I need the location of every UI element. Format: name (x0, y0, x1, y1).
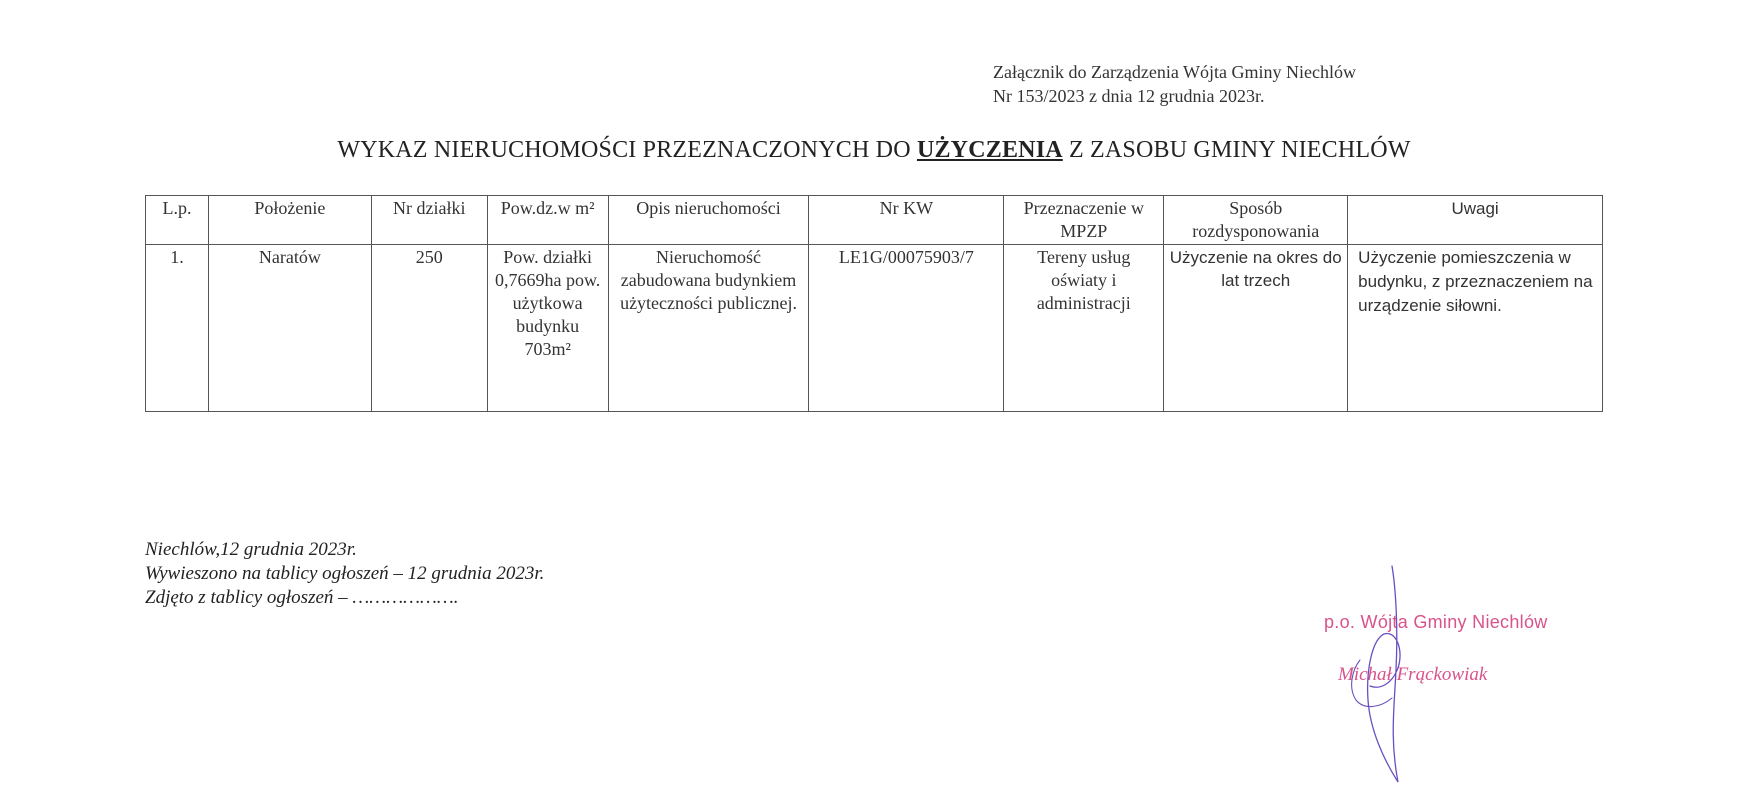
cell-polozenie: Naratów (208, 245, 371, 412)
column-header-opis: Opis nieruchomości (608, 196, 809, 245)
table-header-row (146, 196, 1603, 245)
column-header-uwagi: Uwagi (1348, 196, 1603, 245)
stamp-title: p.o. Wójta Gminy Niechlów (1324, 612, 1548, 632)
title-text-before: WYKAZ NIERUCHOMOŚCI PRZEZNACZONYCH DO (337, 137, 917, 163)
cell-sposob: Użyczenie na okres do lat trzech (1164, 245, 1348, 412)
attachment-note-line2: Nr 153/2023 z dnia 12 grudnia 2023r. (993, 86, 1265, 106)
property-table (145, 195, 1603, 412)
cell-uwagi: Użyczenie pomieszczenia w budynku, z przeznaczeniem na urządzenie siłowni. (1348, 245, 1603, 412)
attachment-note (993, 60, 1356, 108)
cell-pow: Pow. działki 0,7669ha pow. użytkowa budynku 703m² (487, 245, 608, 412)
attachment-note-line1: Załącznik do Zarządzenia Wójta Gminy Niechlów (993, 62, 1357, 82)
cell-nr-dzialki: 250 (371, 245, 487, 412)
table-row (146, 245, 1603, 412)
cell-lp: 1. (146, 245, 209, 412)
column-header-polozenie: Położenie (208, 196, 371, 245)
column-header-lp: L.p. (146, 196, 209, 245)
column-header-pow: Pow.dz.w m² (487, 196, 608, 245)
cell-przeznaczenie: Tereny usług oświaty i administracji (1004, 245, 1164, 412)
column-header-sposob: Sposób rozdysponowania (1164, 196, 1348, 245)
posting-date-line: Niechlów,12 grudnia 2023r. (145, 539, 357, 560)
column-header-nr-dzialki: Nr działki (371, 196, 487, 245)
column-header-nr-kw: Nr KW (809, 196, 1004, 245)
handwritten-signature (1300, 560, 1600, 790)
document-title (0, 137, 1748, 164)
title-text-after: Z ZASOBU GMINY NIECHLÓW (1062, 137, 1411, 163)
cell-nr-kw: LE1G/00075903/7 (809, 245, 1004, 412)
posting-info (145, 538, 544, 610)
column-header-przeznaczenie: Przeznaczenie w MPZP (1004, 196, 1164, 245)
official-stamp (1300, 560, 1600, 790)
stamp-signatory-name: Michał Frąckowiak (1338, 664, 1488, 685)
cell-opis: Nieruchomość zabudowana budynkiem użyteczności publicznej. (608, 245, 809, 412)
title-emphasis: UŻYCZENIA (916, 137, 1063, 163)
posted-line: Wywieszono na tablicy ogłoszeń – 12 grudnia 2023r. (145, 563, 545, 584)
removed-line: Zdjęto z tablicy ogłoszeń – ………………. (145, 587, 459, 608)
